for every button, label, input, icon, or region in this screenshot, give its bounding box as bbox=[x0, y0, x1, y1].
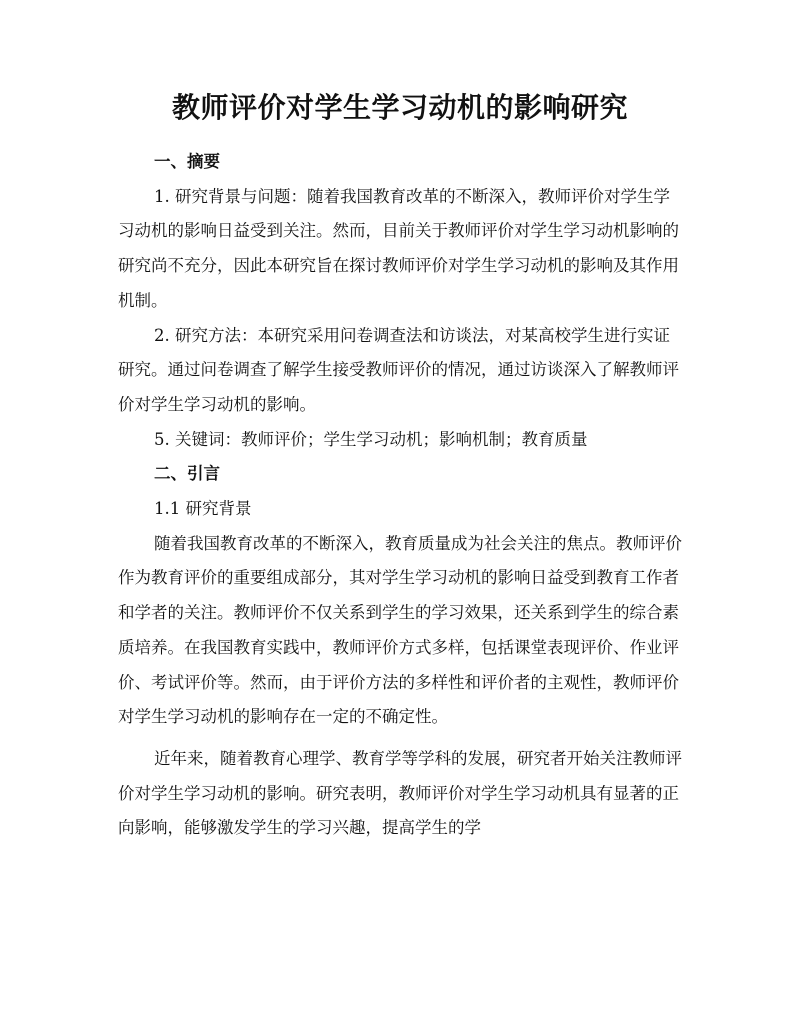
abstract-background-paragraph: 1. 研究背景与问题：随着我国教育改革的不断深入，教师评价对学生学习动机的影响日益受到关注。然而，目前关于教师评价对学生学习动机影响的研究尚不充分，因此本研究旨在探讨教师评价对学生学习动机的影响及其作用机制。 bbox=[118, 186, 679, 310]
introduction-paragraph: 随着我国教育改革的不断深入，教育质量成为社会关注的焦点。教师评价作为教育评价的重要组成部分，其对学生学习动机的影响日益受到教育工作者和学者的关注。教师评价不仅关系到学生的学习效果，还关系到学生的综合素质培养。在我国教育实践中，教师评价方式多样，包括课堂表现评价、作业评价、考试评价等。然而，由于评价方法的多样性和评价者的主观性，教师评价对学生学习动机的影响存在一定的不确定性。 bbox=[118, 533, 682, 727]
section-heading-introduction: 二、引言 bbox=[154, 464, 220, 484]
section-heading-abstract: 一、摘要 bbox=[154, 152, 220, 171]
document-title: 教师评价对学生学习动机的影响研究 bbox=[171, 91, 628, 124]
abstract-methods-paragraph: 2. 研究方法：本研究采用问卷调查法和访谈法，对某高校学生进行实证研究。通过问卷调查了解学生接受教师评价的情况，通过访谈深入了解教师评价对学生学习动机的影响。 bbox=[118, 325, 679, 414]
introduction-paragraph: 近年来，随着教育心理学、教育学等学科的发展，研究者开始关注教师评价对学生学习动机的影响。研究表明，教师评价对学生学习动机具有显著的正向影响，能够激发学生的学习兴趣，提高学生的学 bbox=[118, 748, 682, 838]
subsection-heading-background: 1.1 研究背景 bbox=[154, 499, 252, 519]
abstract-keywords-paragraph: 5. 关键词：教师评价；学生学习动机；影响机制；教育质量 bbox=[154, 429, 588, 449]
document-body bbox=[118, 145, 682, 846]
